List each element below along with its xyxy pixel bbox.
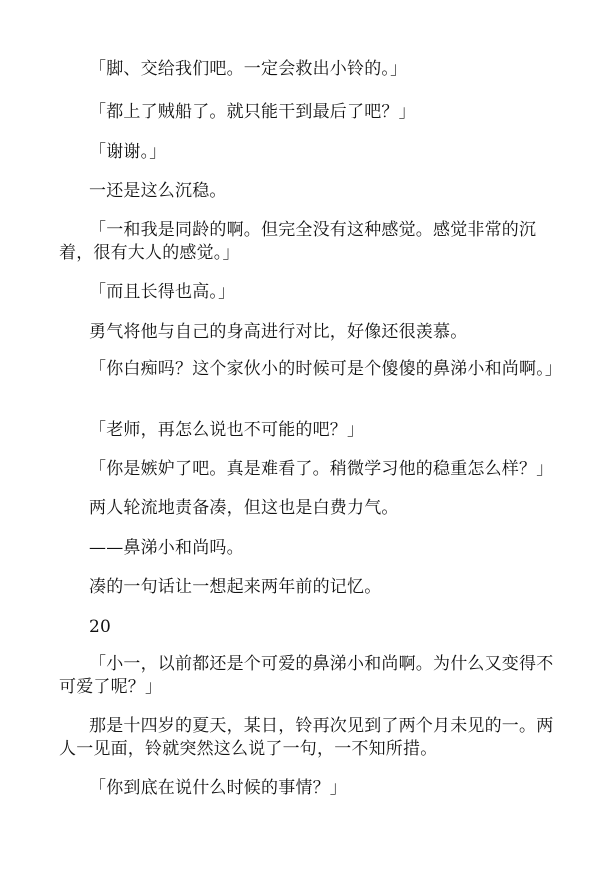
paragraph-12: ——鼻涕小和尚吗。 xyxy=(89,538,244,558)
chapter-number: 20 xyxy=(89,617,112,637)
paragraph-15: 那是十四岁的夏天，某日，铃再次见到了两个月未见的一。两人一见面，铃就突然这么说了一句，一不知所措。 xyxy=(59,716,554,759)
paragraph-1: 「脚、交给我们吧。一定会救出小铃的。」 xyxy=(89,59,408,79)
paragraph-11: 两人轮流地责备凑，但这也是白费力气。 xyxy=(89,498,399,518)
paragraph-9: 「老师，再怎么说也不可能的吧？」 xyxy=(89,420,365,440)
paragraph-4: 一还是这么沉稳。 xyxy=(89,181,227,201)
paragraph-8: 「你白痴吗？这个家伙小的时候可是个傻傻的鼻涕小和尚啊。」 xyxy=(89,359,563,379)
paragraph-13: 凑的一句话让一想起来两年前的记忆。 xyxy=(89,577,382,597)
paragraph-6: 「而且长得也高。」 xyxy=(89,282,236,302)
paragraph-2: 「都上了贼船了。就只能干到最后了吧？」 xyxy=(89,102,416,122)
paragraph-14: 「小一，以前都还是个可爱的鼻涕小和尚啊。为什么又变得不可爱了呢？」 xyxy=(59,654,554,697)
paragraph-3: 「谢谢。」 xyxy=(89,142,167,162)
paragraph-16: 「你到底在说什么时候的事情？」 xyxy=(89,778,347,798)
paragraph-7: 勇气将他与自己的身高进行对比，好像还很羡慕。 xyxy=(89,322,468,342)
paragraph-5: 「一和我是同龄的啊。但完全没有这种感觉。感觉非常的沉着，很有大人的感觉。」 xyxy=(59,220,537,263)
paragraph-10: 「你是嫉妒了吧。真是难看了。稍微学习他的稳重怎么样？」 xyxy=(89,459,554,479)
